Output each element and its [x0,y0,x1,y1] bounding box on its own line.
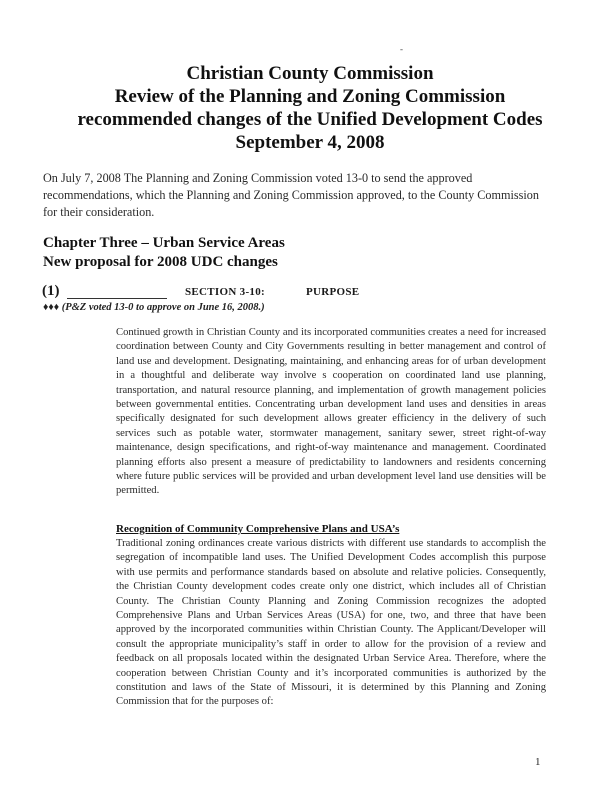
chapter-title: Chapter Three – Urban Service Areas [43,235,285,251]
title-line-3: recommended changes of the Unified Development Codes [77,109,543,130]
section-number: (1) [42,283,60,299]
vote-note: ♦♦♦ (P&Z voted 13-0 to approve on June 16, 2008.) [43,302,265,313]
section-purpose: PURPOSE [306,286,360,298]
chapter-heading [43,234,563,272]
header-mark: - [400,44,403,54]
title-line-1: Christian County Commission [186,63,434,84]
title-line-4: September 4, 2008 [235,132,385,153]
title-line-2: Review of the Planning and Zoning Commission [114,86,506,107]
chapter-subtitle: New proposal for 2008 UDC changes [43,254,278,270]
page-number: 1 [535,756,541,768]
section-label: SECTION 3-10: [185,286,265,298]
subsection-heading: Recognition of Community Comprehensive Plans and USA’s [116,523,400,535]
intro-paragraph: On July 7, 2008 The Planning and Zoning Commission voted 13-0 to send the approved recommendations, which the Planning and Zoning Commission approved, to the County Commission for their consideration. [43,171,539,219]
purpose-paragraph: Continued growth in Christian County and its incorporated communities creates a need for increased coordination between County and City Governments resulting in better management and control of land use and development. Designating, maintaining, and enhancing areas for of urban development in a thoughtful and deliberate way involve s cooperation on coordinated land use planning, transportation, and natural resource planning, and implementation of growth management policies between governmental entities. Concentrating urban development land uses and densities in areas specifically designated for such development allows greater efficiency in the delivery of such services such as potable water, stormwater management, sanitary sewer, street right-of-way maintenance, design specifications, and right-of-way maintenance and management. Coordinated planning efforts also present a measure of predictability to landowners and residents concerning where future public services will be provided and urban development level land use densities will be permitted. [116,327,546,497]
section-blank-line [67,298,167,299]
document-title [40,62,580,154]
recognition-paragraph: Traditional zoning ordinances create various districts with different use standards to accomplish the segregation of incompatible land uses. The Unified Development Codes accomplish this purpose with use permits and performance standards based on absolute and relative policies. Consequently, the Christian County development codes create only one district, which includes all of Christian County. The Christian County Planning and Zoning Commission recognizes the adopted Comprehensive Plans and Urban Services Areas (USA) for one, two, and three that have been approved by the incorporated communities within Christian County. The Applicant/Developer will consult the appropriate municipality’s staff in order to allow for the provision of a review and feedback on all proposals located within the designated Urban Service Area. Therefore, where the cooperation between Christian County and it’s incorporated communities is authorized by the constitution and laws of the State of Missouri, it is determined by this Planning and Zoning Commission that for the purposes of: [116,538,546,708]
